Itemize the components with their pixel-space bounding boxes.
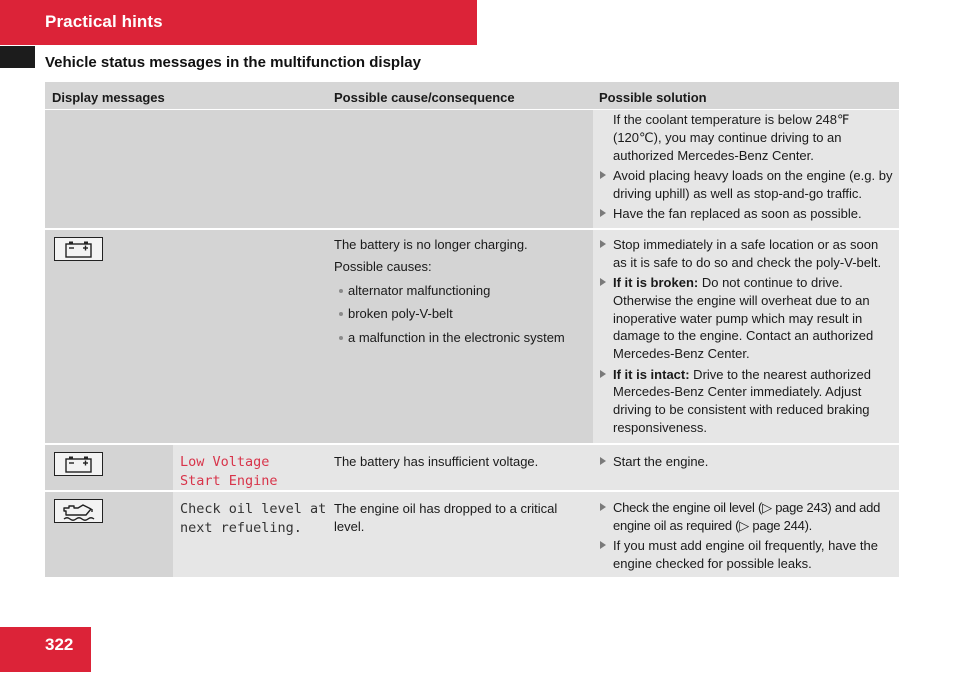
cause-text: The battery has insufficient voltage. [334, 454, 539, 469]
icon-cell [45, 110, 173, 228]
column-header-possible-solution: Possible solution [599, 90, 707, 105]
icon-cell [45, 445, 173, 490]
solution-cell [593, 230, 899, 443]
cause-cell [328, 230, 593, 443]
arrow-icon [600, 278, 606, 286]
arrow-icon [600, 240, 606, 248]
arrow-icon [600, 171, 606, 179]
solution-item: Check the engine oil level (▷ page 243) and add engine oil as required (▷ page 244). [599, 499, 895, 535]
battery-icon [54, 237, 103, 261]
display-message-line: Check oil level at [180, 501, 327, 517]
arrow-icon [600, 370, 606, 378]
cause-text: Possible causes: [334, 258, 432, 274]
arrow-icon [600, 541, 606, 549]
arrow-icon [600, 503, 606, 511]
table-row [45, 230, 899, 443]
display-message-cell [173, 445, 328, 490]
solution-item: If the coolant temperature is below 248℉ (120℃), you may continue driving to an authorized Mercedes-Benz Center. [613, 112, 850, 163]
table-header-row [45, 82, 899, 109]
solution-item: Avoid placing heavy loads on the engine (e.g. by driving uphill) as well as stop-and-go traffic. [599, 167, 895, 203]
cause-cell [328, 445, 593, 490]
arrow-icon [600, 209, 606, 217]
table-row [45, 110, 899, 228]
cause-cell [328, 110, 593, 228]
solution-cell [593, 445, 899, 490]
display-message-line: next refueling. [180, 519, 302, 536]
table-row [45, 492, 899, 577]
solution-cell [593, 110, 899, 228]
section-marker [0, 46, 35, 68]
cause-bullet: a malfunction in the electronic system [334, 329, 587, 347]
display-message-line: Start Engine [180, 472, 278, 489]
section-title: Vehicle status messages in the multifunction display [45, 54, 421, 71]
cause-text: The engine oil has dropped to a critical level. [334, 501, 558, 534]
icon-cell [45, 492, 173, 577]
header-title: Practical hints [45, 12, 163, 31]
solution-item: Stop immediately in a safe location or as soon as it is safe to do so and check the poly-V-belt. [599, 236, 895, 272]
display-message-cell [173, 492, 328, 577]
page-number: 322 [45, 635, 74, 654]
solution-item: Have the fan replaced as soon as possible. [599, 205, 895, 223]
cause-bullet: alternator malfunctioning [334, 282, 587, 300]
cause-text: The battery is no longer charging. [334, 237, 528, 252]
table-row [45, 445, 899, 490]
display-message-line: Low Voltage [180, 454, 270, 470]
battery-icon [54, 452, 103, 476]
column-header-display-messages: Display messages [52, 90, 165, 105]
solution-item: If it is broken: Do not continue to drive. Otherwise the engine will overheat due to an inoperative water pump which may result in damage to the engine. Contact an authorized Mercedes-Benz Center. [599, 274, 895, 363]
solution-cell [593, 492, 899, 577]
arrow-icon [600, 457, 606, 465]
solution-item: Start the engine. [599, 453, 895, 471]
column-header-possible-cause: Possible cause/consequence [334, 90, 515, 105]
display-message-cell [173, 110, 328, 228]
cause-cell [328, 492, 593, 577]
icon-cell [45, 230, 173, 443]
oil-can-icon [54, 499, 103, 523]
solution-item: If you must add engine oil frequently, have the engine checked for possible leaks. [599, 537, 895, 573]
display-message-cell [173, 230, 328, 443]
solution-item: If it is intact: Drive to the nearest authorized Mercedes-Benz Center immediately. Adjust driving to be consistent with reduced braking responsiveness. [599, 366, 895, 437]
cause-bullet: broken poly-V-belt [334, 305, 587, 323]
